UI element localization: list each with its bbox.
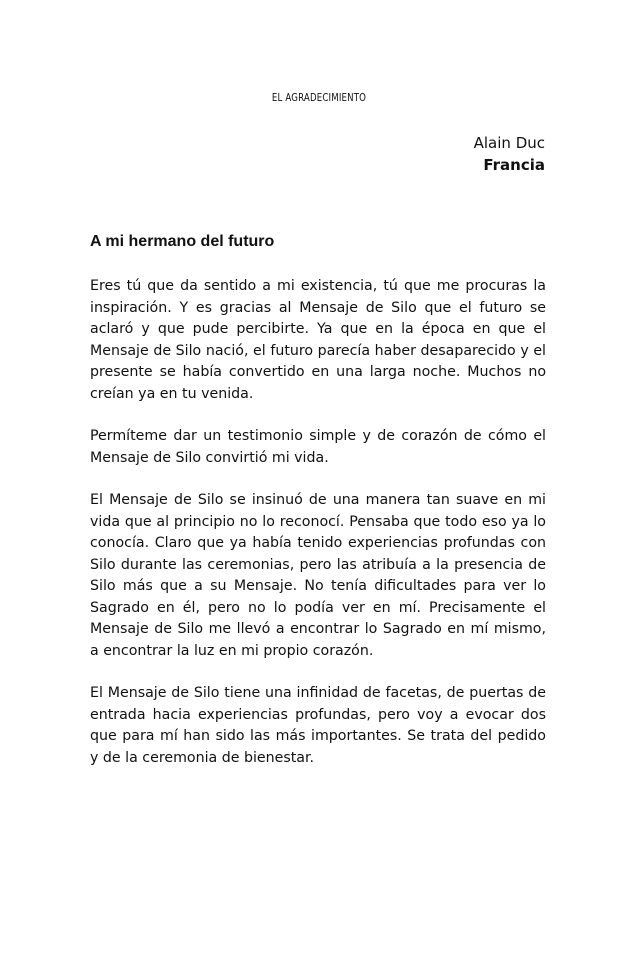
author-country: Francia [483,156,545,174]
body-paragraph: Permíteme dar un testimonio simple y de corazón de cómo el Mensaje de Silo convirtió mi vida. [90,428,546,466]
body-paragraph: El Mensaje de Silo se insinuó de una manera tan suave en mi vida que al principio no lo reconocí. Pensaba que todo eso ya lo conocía. Claro que ya había tenido experiencias profundas con Silo durante las ceremonias, pero las atribuía a la presencia de Silo más que a su Mensaje. No tenía dificultades para ver lo Sagrado en él, pero no lo podía ver en mí. Precisamente el Mensaje de Silo me llevó a encontrar lo Sagrado en mí mismo, a encontrar la luz en mi propio corazón. [90,492,546,659]
running-header-title: EL AGRADECIMIENTO [271,92,367,104]
author-block [474,132,545,176]
letter-body [90,231,546,790]
author-name: Alain Duc [473,134,545,152]
body-paragraph: Eres tú que da sentido a mi existencia, tú que me procuras la inspiración. Y es gracias al Mensaje de Silo que el futuro se aclaró y que pude percibirte. Ya que en la época en que el Mensaje de Silo nació, el futuro parecía haber desaparecido y el presente se había convertido en una larga noche. Muchos no creían ya en tu venida. [90,278,546,402]
letter-salutation: A mi hermano del futuro [90,233,275,250]
body-paragraph: El Mensaje de Silo tiene una infinidad de facetas, de puertas de entrada hacia experiencias profundas, pero voy a evocar dos que para mí han sido las más importantes. Se trata del pedido y de la ceremonia de bienestar. [90,685,546,766]
